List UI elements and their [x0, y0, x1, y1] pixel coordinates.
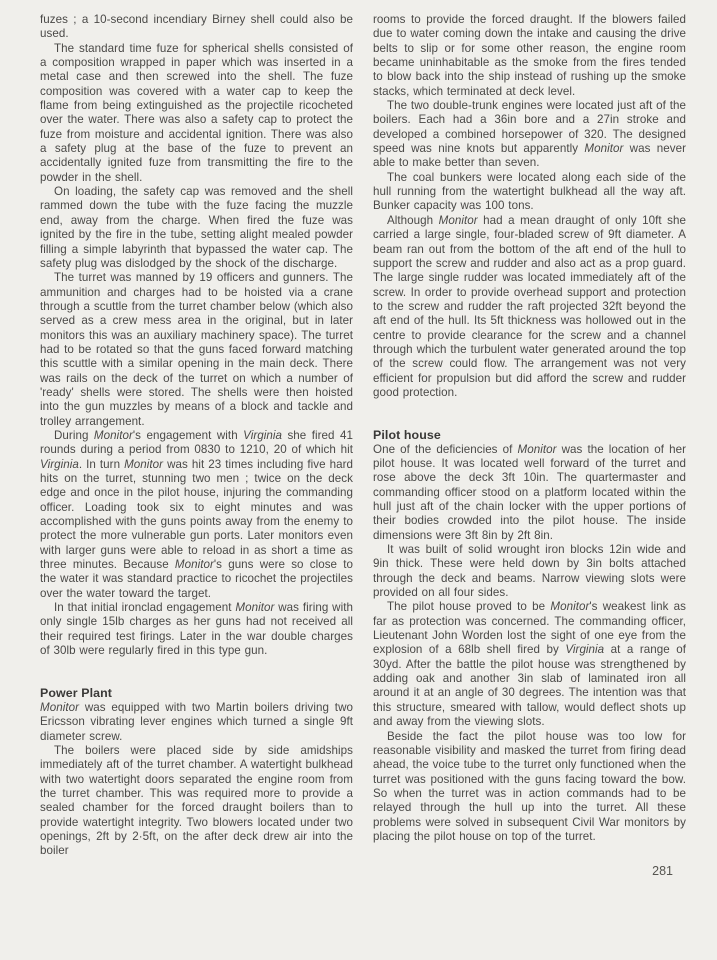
paragraph: The coal bunkers were located along each side of the hull running from the watertight bulkhead all the way aft. Bunker capacity was 100 tons. — [373, 170, 686, 213]
paragraph: The standard time fuze for spherical shells consisted of a composition wrapped in paper which was inserted in a metal case and then screwed into the shell. The fuze composition was covered with a water cap to keep the flame from being extinguished as the projectile ricocheted over the water. There was also a safety cap to protect the fuze from moisture and accidental ignition. There was also a safety plug at the base of the fuze to prevent an accidentally ignited fuze from transmitting the fire to the powder in the shell. — [40, 41, 353, 184]
page-number: 281 — [652, 864, 673, 879]
paragraph: On loading, the safety cap was removed and the shell rammed down the tube with the fuze facing the muzzle end, away from the charge. When fired the fuze was ignited by the fire in the tube, setting alight mealed powder filling a simple labyrinth that bypassed the water cap. The safety plug was dislodged by the shock of the discharge. — [40, 185, 353, 270]
section-heading: Power Plant — [40, 686, 113, 701]
paragraph: It was built of solid wrought iron blocks 12in wide and 9in thick. These were held down by 3in bolts attached through the deck and beams. Narrow viewing slots were provided on all four sides. — [373, 543, 686, 600]
paragraph: One of the deficiencies of Monitor was the location of her pilot house. It was located well forward of the turret and rose above the deck 3ft 10in. The quartermaster and commanding officer stood on a platform located within the hull just aft of the chain locker with the upper portions of their bodies crowded into the pilot house. The inside dimensions were 3ft 8in by 2ft 8in. — [373, 442, 686, 542]
paragraph: In that initial ironclad engagement Monitor was firing with only single 15lb charges as her guns had not received all their required test firings. Later in the war double charges of 30lb were regularly fired in this type gun. — [40, 601, 353, 658]
section-heading: Pilot house — [373, 428, 441, 443]
paragraph: The pilot house proved to be Monitor's weakest link as far as protection was concerned. The commanding officer, Lieutenant John Worden lost the sight of one eye from the explosion of a 68lb shell fired by Virginia at a range of 30yd. After the battle the pilot house was strengthened by adding oak and another 3in slab of laminated iron all around it at an angle of 30 degrees. The intention was that this structure, smeared with tallow, would deflect shots up and away from the viewing slots. — [373, 600, 687, 729]
paragraph: During Monitor's engagement with Virginia she fired 41 rounds during a period from 0830 to 1210, 20 of which hit Virginia. In turn Monitor was hit 23 times including five hard hits on the turret, stunning two men ; twice on the deck edge and once in the pilot house, injuring the commanding officer. Loading took six to eight minutes and was accomplished with the guns points away from the enemy to protect the more vulnerable gun ports. Later monitors even with larger guns were able to reload in as short a time as three minutes. Because Monitor's guns were so close to the water it was standard practice to ricochet the projectiles over the water toward the target. — [40, 428, 353, 600]
paragraph: The boilers were placed side by side amidships immediately aft of the turret chamber. A watertight bulkhead with two watertight doors separated the engine room from the turret chamber. This was required more to provide a sealed chamber for the forced draught boilers than to provide watertight integrity. Two blowers located under two openings, 2ft by 2·5ft, on the after deck drew air into the boiler — [40, 743, 353, 858]
paragraph: rooms to provide the forced draught. If the blowers failed due to water coming down the intake and causing the drive belts to slip or for some other reason, the engine room became uninhabitable as the smoke from the fires tended to blow back into the ship instead of rushing up the smoke stacks, which terminated at deck level. — [373, 13, 686, 98]
text-columns — [40, 13, 686, 878]
paragraph: The two double-trunk engines were located just aft of the boilers. Each had a 36in bore and a 27in stroke and developed a combined horsepower of 320. The designed speed was nine knots but apparently Monitor was never able to make better than seven. — [373, 99, 686, 170]
paragraph: The turret was manned by 19 officers and gunners. The ammunition and charges had to be hoisted via a crane through a scuttle from the turret chamber below (which also served as a crew mess area in the original, but in later monitors this was an auxiliary machinery space). The turret had to be rotated so that the guns faced forward matching this scuttle with a similar opening in the main deck. There was rails on the deck of the turret on which a number of 'ready' shells were stored. The shells were then hoisted into the gun muzzles by means of a block and tackle and trolley arrangement. — [40, 271, 353, 428]
paragraph: fuzes ; a 10-second incendiary Birney shell could also be used. — [40, 13, 353, 41]
right-column — [373, 13, 686, 878]
paragraph: Beside the fact the pilot house was too low for reasonable visibility and masked the turret from firing dead ahead, the voice tube to the turret only functioned when the turret was positioned with the guns facing toward the bow. So when the turret was in action commands had to be relayed through the hull up into the turret. All these problems were solved in subsequent Civil War monitors by placing the pilot house on top of the turret. — [373, 729, 686, 843]
left-column — [40, 13, 353, 878]
paragraph: Although Monitor had a mean draught of only 10ft she carried a large single, four-bladed screw of 9ft diameter. A beam ran out from the bottom of the aft end of the hull to support the screw and rudder and also act as a prop guard. The large single rudder was located immediately aft of the screw. In order to provide overhead support and protection to the screw and rudder the raft projected 32ft beyond the aft end of the hull. Its 5ft thickness was hollowed out in the centre to provide clearance for the screw and a channel through which the turbulent water generated around the top of the screw could flow. The arrangement was not very efficient for propulsion but did afford the screw and rudder good protection. — [373, 213, 686, 399]
paragraph: Monitor was equipped with two Martin boilers driving two Ericsson vibrating lever engines which turned a single 9ft diameter screw. — [40, 700, 353, 743]
